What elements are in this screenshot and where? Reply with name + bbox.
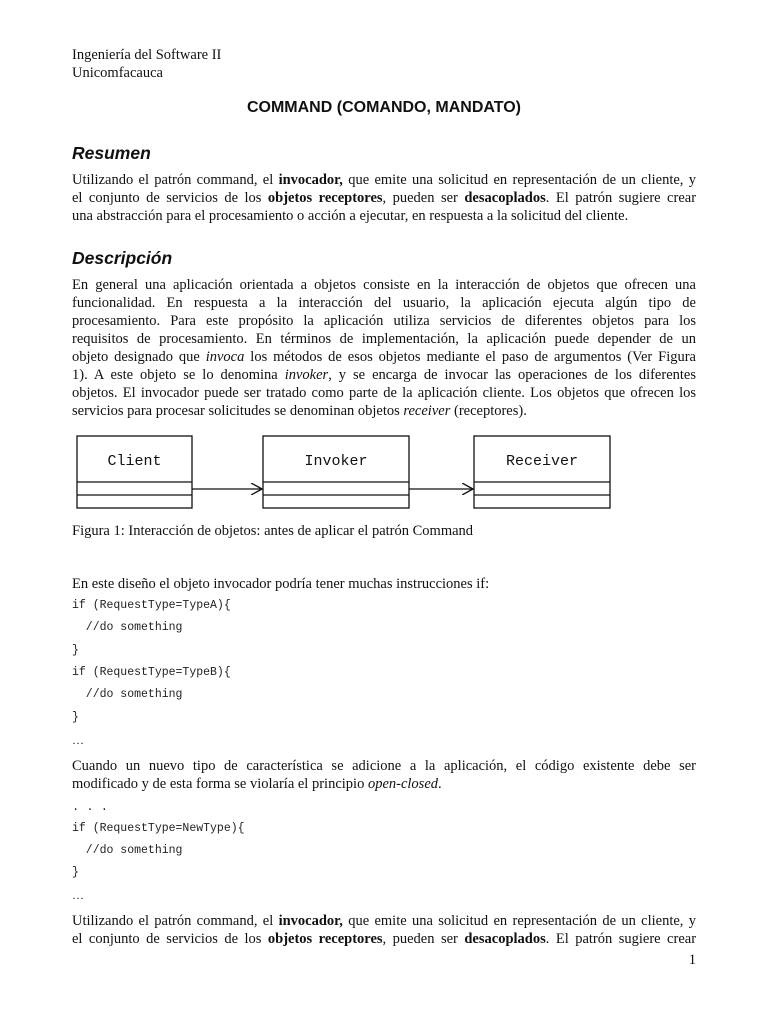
- receiver-class-box: [474, 436, 610, 508]
- figure-caption: Figura 1: Interacción de objetos: antes de aplicar el patrón Command: [72, 523, 474, 539]
- code-line: if (RequestType=TypeB){: [72, 666, 231, 679]
- page-number: 1: [688, 952, 696, 968]
- code-line: }: [72, 866, 79, 879]
- receiver-label: Receiver: [505, 453, 579, 470]
- design-intro-text: En este diseño el objeto invocador podría tener muchas instrucciones if:: [72, 576, 490, 592]
- heading-resumen: Resumen: [72, 143, 151, 163]
- resumen-line-3: una abstracción para el procesamiento o acción a ejecutar, en respuesta a la solicitud del cliente.: [72, 208, 629, 224]
- closing-line-1: Utilizando el patrón command, el invocador, que emite una solicitud en representación de un cliente, y: [72, 913, 696, 929]
- course-name: Ingeniería del Software II: [72, 47, 222, 63]
- invoker-class-box: [263, 436, 409, 508]
- code-line: }: [72, 644, 79, 657]
- code-line: if (RequestType=NewType){: [72, 822, 245, 835]
- descripcion-line-4: requisitos de procesamiento. En términos de implementación, la aplicación puede depender de un: [72, 331, 696, 347]
- closing-line-2: el conjunto de servicios de los objetos receptores, pueden ser desacoplados. El patrón sugiere crear: [72, 931, 697, 947]
- code-line: }: [72, 711, 79, 724]
- ellipsis: …: [72, 733, 84, 747]
- descripcion-line-5: objeto designado que invoca los métodos de esos objetos mediante el paso de argumentos (Ver Figura: [72, 349, 696, 365]
- institution-name: Unicomfacauca: [72, 65, 163, 81]
- client-label: Client: [107, 453, 162, 470]
- page-title: COMMAND (COMANDO, MANDATO): [246, 99, 522, 116]
- new-feature-line-2: modificado y de esta forma se violaría el principio open-closed.: [72, 776, 442, 792]
- resumen-line-2: el conjunto de servicios de los objetos receptores, pueden ser desacoplados. El patrón sugiere crear: [72, 190, 697, 206]
- descripcion-line-1: En general una aplicación orientada a objetos consiste en la interacción de objetos que ofrecen una: [72, 277, 696, 293]
- code-line: //do something: [72, 621, 183, 634]
- code-line: if (RequestType=TypeA){: [72, 599, 231, 612]
- heading-descripcion: Descripción: [72, 248, 173, 268]
- dots-separator: . . .: [72, 800, 109, 814]
- descripcion-line-7: objetos. El invocador puede ser tratado como parte de la aplicación cliente. Los objetos que ofrecen los: [72, 385, 696, 401]
- descripcion-line-6: 1). A este objeto se lo denomina invoker, y se encarga de invocar las operaciones de los diferentes: [72, 367, 696, 383]
- invoker-label: Invoker: [304, 453, 368, 470]
- descripcion-line-3: procesamiento. Para este propósito la aplicación utiliza servicios de diferentes objetos para los: [72, 313, 696, 329]
- client-class-box: [77, 436, 192, 508]
- new-feature-line-1: Cuando un nuevo tipo de característica se adicione a la aplicación, el código existente debe ser: [72, 758, 696, 774]
- descripcion-line-8: servicios para procesar solicitudes se denominan objetos receiver (receptores).: [72, 403, 527, 419]
- ellipsis: …: [72, 888, 84, 902]
- descripcion-line-2: funcionalidad. En respuesta a la interacción del usuario, la aplicación ejecuta algún tipo de: [72, 295, 696, 311]
- code-line: //do something: [72, 844, 183, 857]
- resumen-line-1: Utilizando el patrón command, el invocador, que emite una solicitud en representación de un cliente, y: [72, 172, 696, 188]
- class-interaction-diagram: [0, 430, 768, 520]
- code-line: //do something: [72, 688, 183, 701]
